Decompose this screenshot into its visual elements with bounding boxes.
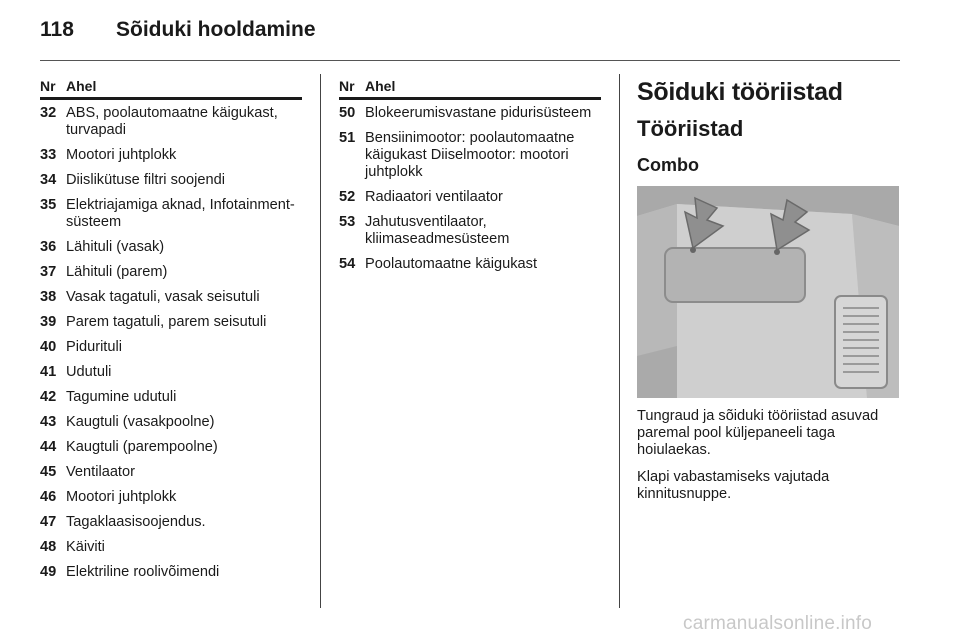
table-row bbox=[40, 514, 302, 531]
fuse-number: 39 bbox=[40, 314, 57, 330]
fuse-number: 51 bbox=[339, 130, 356, 146]
table-row bbox=[40, 439, 302, 456]
fuse-number: 41 bbox=[40, 364, 57, 380]
circuit-description: Tagaklaasisoojendus. bbox=[66, 514, 206, 530]
section-subsubtitle: Combo bbox=[637, 155, 699, 175]
circuit-description: Lähituli (parem) bbox=[66, 264, 168, 280]
table-row bbox=[40, 489, 302, 506]
circuit-description: Udutuli bbox=[66, 364, 112, 380]
table-row bbox=[40, 197, 302, 231]
fuse-table-left bbox=[40, 78, 302, 589]
fuse-number: 33 bbox=[40, 147, 57, 163]
table-row bbox=[40, 564, 302, 581]
watermark: carmanualsonline.info bbox=[683, 613, 873, 634]
header-divider bbox=[40, 60, 900, 61]
circuit-description: Radiaatori ventilaator bbox=[365, 189, 503, 205]
fuse-number: 42 bbox=[40, 389, 57, 405]
column-divider bbox=[619, 74, 620, 608]
circuit-description: Elektriline roolivõimendi bbox=[66, 564, 220, 580]
column-header-nr: Nr bbox=[339, 78, 355, 94]
table-row bbox=[40, 339, 302, 356]
fuse-number: 52 bbox=[339, 189, 356, 205]
fuse-number: 46 bbox=[40, 489, 57, 505]
fuse-number: 53 bbox=[339, 214, 356, 230]
body-paragraph: Klapi vabastamiseks vajutada kinnitusnuppe. bbox=[637, 469, 830, 502]
section-title: Sõiduki tööriistad bbox=[637, 78, 843, 106]
table-row bbox=[40, 389, 302, 406]
fuse-number: 37 bbox=[40, 264, 57, 280]
table-row bbox=[339, 256, 601, 273]
table-header bbox=[339, 78, 601, 100]
table-row bbox=[40, 314, 302, 331]
circuit-description: Blokeerumisvastane pidurisüsteem bbox=[365, 105, 592, 121]
page-number: 118 bbox=[40, 18, 74, 41]
circuit-description: Ventilaator bbox=[66, 464, 135, 480]
fuse-number: 38 bbox=[40, 289, 57, 305]
trunk-panel-illustration bbox=[637, 186, 899, 398]
fuse-number: 43 bbox=[40, 414, 57, 430]
table-row bbox=[40, 105, 302, 139]
fuse-number: 36 bbox=[40, 239, 57, 255]
circuit-description: Lähituli (vasak) bbox=[66, 239, 165, 255]
circuit-description: Vasak tagatuli, vasak seisutuli bbox=[66, 289, 260, 305]
table-row bbox=[40, 239, 302, 256]
column-header-ahel: Ahel bbox=[365, 78, 396, 94]
table-row bbox=[40, 264, 302, 281]
section-subtitle: Tööriistad bbox=[637, 116, 744, 141]
circuit-description: Parem tagatuli, parem seisutuli bbox=[66, 314, 267, 330]
circuit-description: Kaugtuli (vasakpoolne) bbox=[66, 414, 215, 430]
table-row bbox=[339, 214, 601, 248]
circuit-description: Mootori juhtplokk bbox=[66, 147, 177, 163]
circuit-description: Käiviti bbox=[66, 539, 105, 555]
column-header-nr: Nr bbox=[40, 78, 56, 94]
fuse-number: 45 bbox=[40, 464, 57, 480]
circuit-description: Elektriajamiga aknad, Infotainment-süsteem bbox=[66, 197, 295, 230]
fuse-number: 47 bbox=[40, 514, 57, 530]
table-row bbox=[339, 189, 601, 206]
column-divider bbox=[320, 74, 321, 608]
section-body bbox=[637, 408, 902, 503]
table-row bbox=[40, 539, 302, 556]
table-row bbox=[40, 172, 302, 189]
circuit-description: Mootori juhtplokk bbox=[66, 489, 177, 505]
fuse-number: 40 bbox=[40, 339, 57, 355]
tools-section bbox=[637, 78, 902, 503]
circuit-description: Diislikütuse filtri soojendi bbox=[66, 172, 225, 188]
fuse-number: 35 bbox=[40, 197, 57, 213]
fuse-number: 44 bbox=[40, 439, 57, 455]
table-body bbox=[339, 105, 601, 273]
table-row bbox=[40, 414, 302, 431]
column-header-ahel: Ahel bbox=[66, 78, 97, 94]
fuse-table-right bbox=[339, 78, 601, 281]
table-row bbox=[40, 464, 302, 481]
table-body bbox=[40, 105, 302, 581]
table-row bbox=[40, 364, 302, 381]
page-header bbox=[40, 18, 316, 42]
fuse-number: 48 bbox=[40, 539, 57, 555]
fuse-number: 54 bbox=[339, 256, 356, 272]
table-row bbox=[339, 105, 601, 122]
fuse-number: 50 bbox=[339, 105, 356, 121]
circuit-description: ABS, poolautomaatne käigukast, turvapadi bbox=[66, 105, 278, 138]
circuit-description: Tagumine udutuli bbox=[66, 389, 177, 405]
table-row bbox=[40, 289, 302, 306]
fuse-number: 32 bbox=[40, 105, 57, 121]
circuit-description: Bensiinimootor: poolautomaatne käigukast Diiselmootor: mootori juhtplokk bbox=[365, 130, 575, 180]
body-paragraph: Tungraud ja sõiduki tööriistad asuvad paremal pool küljepaneeli taga hoiulaekas. bbox=[637, 408, 879, 458]
table-row bbox=[339, 130, 601, 181]
circuit-description: Poolautomaatne käigukast bbox=[365, 256, 537, 272]
table-header bbox=[40, 78, 302, 100]
circuit-description: Jahutusventilaator, kliimaseadmesüsteem bbox=[365, 214, 510, 247]
table-row bbox=[40, 147, 302, 164]
circuit-description: Kaugtuli (parempoolne) bbox=[66, 439, 218, 455]
circuit-description: Pidurituli bbox=[66, 339, 122, 355]
page-title: Sõiduki hooldamine bbox=[116, 18, 316, 41]
fuse-number: 34 bbox=[40, 172, 57, 188]
fuse-number: 49 bbox=[40, 564, 57, 580]
